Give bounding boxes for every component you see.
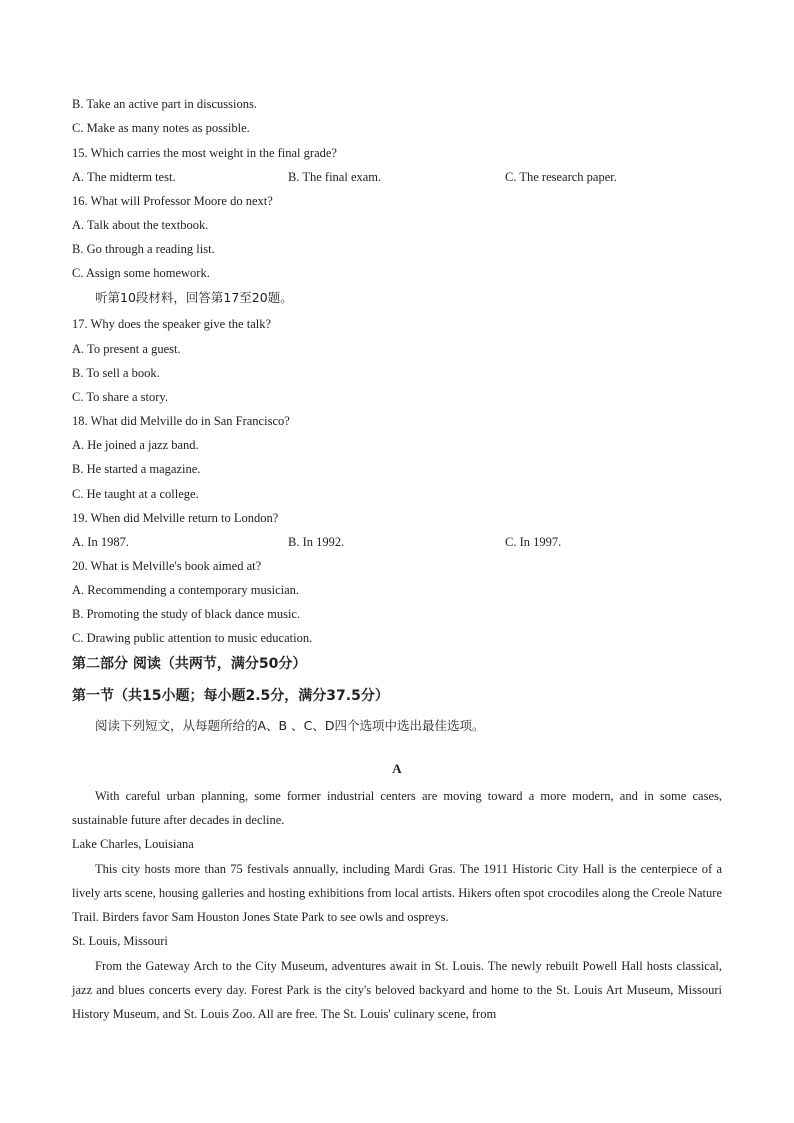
q14-option-c: C. Make as many notes as possible.: [72, 121, 250, 135]
paragraph-st-louis-text: From the Gateway Arch to the City Museum, adventures await in St. Louis. The newly rebuilt Powell Hall hosts classical, jazz and blues concerts every day. Forest Park is the city's beloved backyard and home to the St. Louis Art Museum, Missouri History Museum, and St. Louis Zoo. All are free. The St. Louis' culinary scene, from: [72, 959, 722, 1021]
q17-option-a: A. To present a guest.: [72, 342, 181, 356]
q17-question: 17. Why does the speaker give the talk?: [72, 317, 272, 331]
place-heading-st-louis: St. Louis, Missouri: [72, 934, 168, 948]
part2-heading: 第二部分 阅读（共两节，满分50分）: [72, 656, 307, 672]
section-10-instruction: 听第10段材料，回答第17至20题。: [95, 290, 293, 305]
q19-option-a: A. In 1987.: [72, 535, 129, 549]
reading-instruction: 阅读下列短文，从每题所给的A、B 、C、D四个选项中选出最佳选项。: [95, 718, 485, 733]
q16-question: 16. What will Professor Moore do next?: [72, 194, 273, 208]
paragraph-lake-charles: [72, 857, 722, 929]
section1-heading: 第一节（共15小题；每小题2.5分，满分37.5分）: [72, 688, 389, 704]
q15-option-b: B. The final exam.: [288, 170, 382, 184]
passage-intro: [72, 784, 722, 832]
passage-letter: A: [392, 761, 402, 776]
q20-option-c: C. Drawing public attention to music education.: [72, 631, 313, 645]
q18-option-b: B. He started a magazine.: [72, 462, 201, 476]
q16-option-c: C. Assign some homework.: [72, 266, 210, 280]
q15-question: 15. Which carries the most weight in the final grade?: [72, 146, 337, 160]
place-heading-lake-charles: Lake Charles, Louisiana: [72, 837, 194, 851]
paragraph-st-louis: [72, 954, 722, 1026]
q17-option-c: C. To share a story.: [72, 390, 168, 404]
q20-question: 20. What is Melville's book aimed at?: [72, 559, 262, 573]
q15-option-c: C. The research paper.: [505, 170, 617, 184]
q15-option-a: A. The midterm test.: [72, 170, 176, 184]
q18-question: 18. What did Melville do in San Francisco?: [72, 414, 290, 428]
q18-option-a: A. He joined a jazz band.: [72, 438, 199, 452]
q20-option-a: A. Recommending a contemporary musician.: [72, 583, 300, 597]
q19-question: 19. When did Melville return to London?: [72, 511, 279, 525]
q19-option-b: B. In 1992.: [288, 535, 345, 549]
q14-option-b: B. Take an active part in discussions.: [72, 97, 257, 111]
q16-option-a: A. Talk about the textbook.: [72, 218, 209, 232]
passage-intro-text: With careful urban planning, some former industrial centers are moving toward a more modern, and in some cases, sustainable future after decades in decline.: [72, 789, 722, 827]
q18-option-c: C. He taught at a college.: [72, 487, 199, 501]
q16-option-b: B. Go through a reading list.: [72, 242, 215, 256]
q19-option-c: C. In 1997.: [505, 535, 562, 549]
q17-option-b: B. To sell a book.: [72, 366, 160, 380]
paragraph-lake-charles-text: This city hosts more than 75 festivals annually, including Mardi Gras. The 1911 Historic City Hall is the centerpiece of a lively arts scene, housing galleries and hosting exhibitions from local artists. Hikers often spot crocodiles along the Creole Nature Trail. Birders favor Sam Houston Jones State Park to see owls and ospreys.: [72, 862, 722, 924]
q20-option-b: B. Promoting the study of black dance music.: [72, 607, 301, 621]
